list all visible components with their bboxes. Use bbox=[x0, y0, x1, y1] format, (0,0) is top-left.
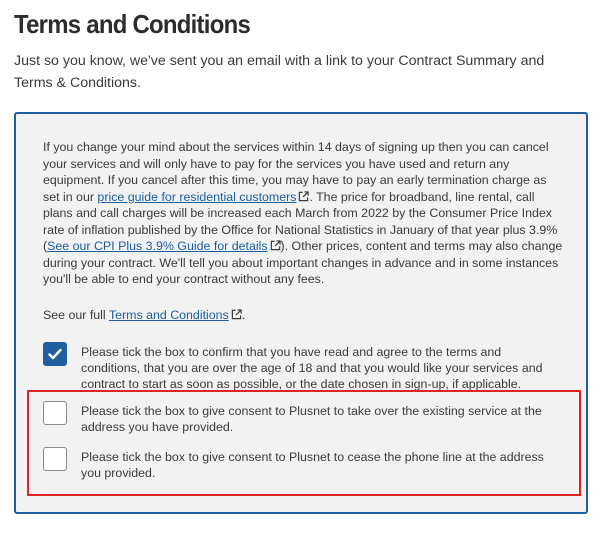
paragraph-text-2: . The price for broadband, line rental, call plans and call charges will be increased each March from 2022 by the Consumer Price Index rate of inflation published by the Office for National Statistics in January of that year plus 3.9% ( bbox=[43, 189, 558, 253]
see-all-suffix: . bbox=[241, 308, 246, 322]
cease-line-consent-checkbox[interactable] bbox=[43, 447, 67, 471]
checkmark-icon bbox=[48, 348, 62, 360]
cease-line-consent-row bbox=[43, 447, 553, 487]
agree-terms-checkbox[interactable] bbox=[43, 342, 67, 366]
paragraph-text-3: ). Other prices, content and terms may also change during your contract. We'll tell you about important changes in advance and in some instances you'll be able to end your contract without any fees. bbox=[43, 239, 563, 286]
external-link-icon[interactable] bbox=[270, 240, 281, 251]
cpi-guide-link[interactable]: See our CPI Plus 3.9% Guide for details bbox=[47, 239, 268, 253]
see-all-terms bbox=[43, 307, 245, 323]
price-guide-link[interactable]: price guide for residential customers bbox=[97, 189, 297, 204]
intro-text: Just so you know, we've sent you an email with a link to your Contract Summary and Terms & Conditions. bbox=[14, 53, 545, 91]
cease-line-consent-label: Please tick the box to give consent to Plusnet to cease the phone line at the address you provided. bbox=[81, 450, 544, 480]
external-link-icon[interactable] bbox=[231, 309, 242, 320]
takeover-consent-label: Please tick the box to give consent to Plusnet to take over the existing service at the address you have provided. bbox=[81, 404, 542, 434]
takeover-consent-checkbox[interactable] bbox=[43, 401, 67, 425]
see-all-prefix: See our full bbox=[43, 308, 109, 322]
terms-and-conditions-link[interactable]: Terms and Conditions bbox=[108, 308, 229, 322]
external-link-icon[interactable] bbox=[298, 191, 309, 202]
takeover-consent-row bbox=[43, 401, 553, 441]
cancellation-paragraph bbox=[43, 139, 565, 288]
page-title: Terms and Conditions bbox=[14, 9, 251, 39]
agree-terms-row bbox=[43, 342, 553, 390]
paragraph-text-1: If you change your mind about the services within 14 days of signing up then you can cancel your services and will only have to pay for the services you have used and return any equipment. If you cancel after this time, you may have to pay an early termination charge as set in our bbox=[43, 140, 549, 204]
terms-panel bbox=[14, 112, 588, 514]
agree-terms-label: Please tick the box to confirm that you have read and agree to the terms and conditions, that you are over the age of 18 and that you would like your services and contract to start as soon as possible, or the date chosen in sign-up, if applicable. bbox=[81, 345, 543, 390]
